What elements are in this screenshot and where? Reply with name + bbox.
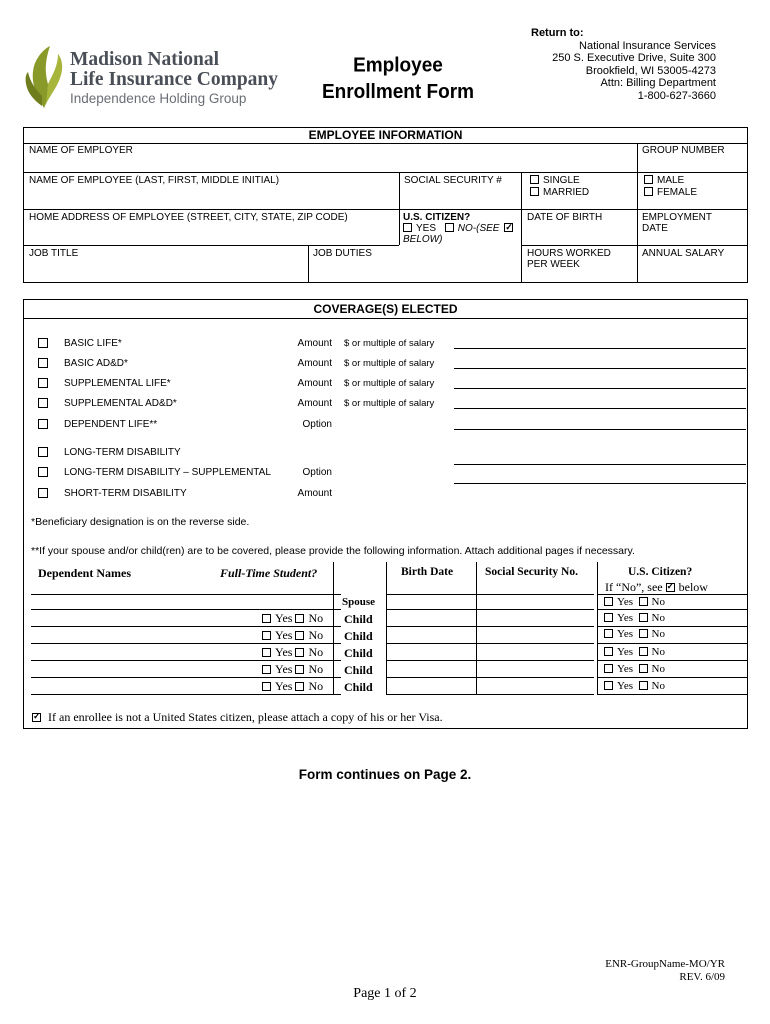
student-yes-no[interactable]: [262, 628, 323, 643]
coverage-row-ltd[interactable]: [24, 447, 749, 463]
divider: [521, 245, 747, 246]
coverage-name: BASIC AD&D*: [64, 358, 128, 369]
coverage-elected-section: [23, 299, 748, 729]
leaf-logo-icon: [24, 44, 66, 110]
checkbox-icon: [644, 175, 653, 184]
checkbox-icon[interactable]: [38, 447, 48, 457]
form-title-line-1: Employee: [353, 54, 443, 77]
male-checkbox[interactable]: [644, 175, 684, 187]
no-label: No: [308, 645, 324, 659]
checkbox-icon[interactable]: [38, 338, 48, 348]
divider: [31, 677, 341, 678]
ssn-field[interactable]: SOCIAL SECURITY #: [404, 175, 502, 186]
birth-date-header: Birth Date: [401, 566, 454, 578]
hours-worked-label-2: PER WEEK: [527, 259, 580, 270]
coverage-amount-label: Amount: [297, 378, 332, 389]
logo-line-3: Independence Holding Group: [70, 91, 247, 106]
no-label: No: [308, 679, 324, 693]
single-label: SINGLE: [543, 175, 580, 186]
student-yes-no[interactable]: [262, 679, 323, 694]
yes-label: Yes: [275, 628, 293, 642]
divider: [597, 609, 747, 610]
date-of-birth-field[interactable]: DATE OF BIRTH: [527, 212, 603, 223]
yes-label: Yes: [617, 596, 634, 608]
relation-label: Spouse: [342, 596, 376, 608]
dependent-names-header: Dependent Names: [38, 566, 131, 580]
coverage-name: SHORT-TERM DISABILITY: [64, 488, 187, 499]
divider: [399, 209, 400, 245]
divider: [24, 318, 747, 319]
form-code-line-2: REV. 6/09: [679, 971, 725, 983]
yes-label: Yes: [275, 679, 293, 693]
female-checkbox[interactable]: [644, 187, 697, 199]
form-code: [560, 958, 725, 984]
no-label: No: [308, 662, 324, 676]
annual-salary-field[interactable]: ANNUAL SALARY: [642, 248, 725, 259]
employment-date-label-2: DATE: [642, 223, 668, 234]
divider: [637, 143, 638, 172]
yes-label: Yes: [275, 662, 293, 676]
relation-label: Child: [344, 663, 373, 677]
coverage-row-basic-life[interactable]: [24, 338, 749, 354]
divider: [597, 694, 747, 695]
coverage-name: BASIC LIFE*: [64, 338, 122, 349]
divider: [24, 245, 399, 246]
coverage-name: LONG-TERM DISABILITY: [64, 447, 181, 458]
divider: [399, 172, 400, 209]
citizen-yes-label: YES: [416, 223, 437, 234]
no-label: No: [651, 680, 665, 692]
ssn-header: Social Security No.: [485, 566, 578, 578]
citizen-sub-a: If “No”, see: [605, 580, 663, 594]
checkbox-icon[interactable]: [38, 378, 48, 388]
divider: [24, 172, 747, 173]
coverage-fill-line[interactable]: [454, 429, 746, 430]
coverage-name: SUPPLEMENTAL AD&D*: [64, 398, 177, 409]
male-label: MALE: [657, 175, 685, 186]
divider: [386, 677, 594, 678]
checkbox-icon[interactable]: [639, 613, 648, 622]
hours-worked-field[interactable]: HOURS WORKED: [527, 248, 611, 259]
job-title-field[interactable]: JOB TITLE: [29, 248, 79, 259]
coverage-amount-label: Amount: [297, 358, 332, 369]
form-title-line-2: Enrollment Form: [321, 81, 474, 104]
no-label: No: [651, 628, 665, 640]
coverage-unit: $ or multiple of salary: [344, 358, 435, 369]
divider: [637, 172, 638, 283]
single-checkbox[interactable]: [530, 175, 580, 187]
checkbox-icon[interactable]: [262, 631, 271, 640]
coverage-row-supplemental-life[interactable]: [24, 378, 749, 394]
checkbox-icon[interactable]: [604, 647, 613, 656]
married-checkbox[interactable]: [530, 187, 589, 199]
group-number-field[interactable]: GROUP NUMBER: [642, 145, 725, 156]
yes-label: Yes: [617, 612, 634, 624]
coverage-amount-label: Amount: [297, 398, 332, 409]
yes-label: Yes: [275, 645, 293, 659]
coverage-fill-line[interactable]: [454, 483, 746, 484]
citizen-yes-no[interactable]: [604, 646, 665, 658]
section-title: EMPLOYEE INFORMATION: [308, 128, 463, 142]
return-line: 250 S. Executive Drive, Suite 300: [552, 52, 716, 64]
divider: [597, 562, 598, 694]
no-label: No: [651, 646, 665, 658]
checkbox-icon[interactable]: [604, 597, 613, 606]
us-citizen-label: U.S. CITIZEN?: [403, 212, 471, 223]
yes-checkbox-icon[interactable]: [403, 223, 412, 232]
coverage-unit: $ or multiple of salary: [344, 378, 435, 389]
checkbox-icon[interactable]: [38, 419, 48, 429]
coverage-fill-line[interactable]: [454, 348, 746, 349]
no-label: No: [651, 596, 665, 608]
divider: [31, 643, 341, 644]
return-line: Attn: Billing Department: [600, 77, 716, 89]
checked-box-icon: [666, 583, 675, 592]
checkbox-icon[interactable]: [639, 681, 648, 690]
coverage-row-std[interactable]: [24, 488, 749, 504]
logo-line-2: Life Insurance Company: [70, 69, 279, 90]
name-of-employer-field[interactable]: NAME OF EMPLOYER: [29, 145, 133, 156]
student-yes-no[interactable]: [262, 662, 323, 677]
checkbox-icon[interactable]: [262, 614, 271, 623]
return-address: [520, 27, 716, 102]
citizen-yes-no[interactable]: [604, 596, 665, 608]
student-yes-no[interactable]: [262, 645, 323, 660]
checkbox-icon[interactable]: [639, 647, 648, 656]
yes-label: Yes: [617, 680, 634, 692]
coverage-fill-line[interactable]: [454, 408, 746, 409]
visa-note: [32, 710, 443, 725]
return-to-label: Return to:: [531, 27, 584, 39]
divider: [597, 660, 747, 661]
coverage-amount-label: Amount: [297, 488, 332, 499]
checkbox-icon: [530, 175, 539, 184]
relation-label: Child: [344, 646, 373, 660]
coverage-name: LONG-TERM DISABILITY – SUPPLEMENTAL: [64, 467, 271, 478]
yes-label: Yes: [617, 628, 634, 640]
checkbox-icon[interactable]: [295, 631, 304, 640]
coverage-name: DEPENDENT LIFE**: [64, 419, 158, 430]
student-yes-no[interactable]: [262, 611, 323, 626]
no-label: No: [308, 611, 324, 625]
divider: [386, 626, 594, 627]
no-label: No: [651, 612, 665, 624]
logo-line-1: Madison National: [70, 49, 219, 70]
checkbox-icon[interactable]: [38, 467, 48, 477]
coverage-row-basic-add[interactable]: [24, 358, 749, 374]
checkbox-icon[interactable]: [604, 629, 613, 638]
relation-label: Child: [344, 680, 373, 694]
coverage-option-label: Option: [302, 467, 332, 478]
citizen-yes-no[interactable]: [604, 612, 665, 624]
us-citizen-header: U.S. Citizen?: [628, 566, 693, 578]
us-citizen-subheader: [605, 580, 708, 595]
citizen-yes-no[interactable]: [604, 680, 665, 692]
checked-box-icon: [504, 223, 513, 232]
yes-label: Yes: [617, 646, 634, 658]
checkbox-icon[interactable]: [38, 488, 48, 498]
coverage-unit: $ or multiple of salary: [344, 398, 435, 409]
coverage-amount-label: Amount: [297, 338, 332, 349]
divider: [333, 562, 334, 694]
job-duties-field[interactable]: JOB DUTIES: [313, 248, 372, 259]
divider: [31, 594, 341, 595]
company-logo: [24, 40, 309, 112]
checkbox-icon[interactable]: [604, 613, 613, 622]
no-checkbox-icon[interactable]: [445, 223, 454, 232]
coverage-fill-line[interactable]: [454, 388, 746, 389]
divider: [386, 594, 594, 595]
checkbox-icon[interactable]: [604, 681, 613, 690]
coverage-option-label: Option: [302, 419, 332, 430]
return-line: 1-800-627-3660: [637, 89, 716, 102]
return-line: National Insurance Services: [579, 39, 716, 52]
checkbox-icon[interactable]: [639, 664, 648, 673]
coverage-row-dependent-life[interactable]: [24, 419, 749, 435]
checkbox-icon[interactable]: [262, 665, 271, 674]
checkbox-icon[interactable]: [295, 648, 304, 657]
beneficiary-note: *Beneficiary designation is on the reverse side.: [31, 516, 250, 528]
citizen-yes-no[interactable]: [604, 628, 665, 640]
section-title: COVERAGE(S) ELECTED: [313, 302, 458, 316]
coverage-name: SUPPLEMENTAL LIFE*: [64, 378, 171, 389]
divider: [24, 143, 747, 144]
checkbox-icon[interactable]: [262, 682, 271, 691]
checkbox-icon[interactable]: [38, 358, 48, 368]
checkbox-icon[interactable]: [262, 648, 271, 657]
checkbox-icon[interactable]: [639, 629, 648, 638]
female-label: FEMALE: [657, 187, 698, 198]
checkbox-icon[interactable]: [604, 664, 613, 673]
divider: [24, 209, 747, 210]
divider: [386, 643, 594, 644]
citizen-below-label: BELOW): [403, 234, 443, 245]
divider: [476, 562, 477, 694]
citizen-sub-b: below: [678, 580, 708, 594]
relation-label: Child: [344, 612, 373, 626]
divider: [31, 694, 341, 695]
divider: [386, 609, 594, 610]
coverage-fill-line[interactable]: [454, 368, 746, 369]
yes-label: Yes: [617, 663, 634, 675]
checkbox-icon[interactable]: [295, 614, 304, 623]
home-address-field[interactable]: HOME ADDRESS OF EMPLOYEE (STREET, CITY, STATE, ZIP CODE): [29, 212, 348, 223]
checked-box-icon: [32, 713, 41, 722]
checkbox-icon[interactable]: [295, 682, 304, 691]
citizen-no-label: NO-(SEE: [457, 223, 500, 234]
checkbox-icon[interactable]: [38, 398, 48, 408]
no-label: No: [308, 628, 324, 642]
coverage-row-ltd-supplemental[interactable]: [24, 467, 749, 483]
divider: [31, 660, 341, 661]
divider: [597, 626, 747, 627]
divider: [31, 609, 341, 610]
checkbox-icon: [530, 187, 539, 196]
full-time-student-header: Full-Time Student?: [220, 566, 318, 580]
employee-information-section: [23, 127, 748, 283]
form-title: [318, 53, 478, 106]
divider: [521, 172, 522, 283]
relation-label: Child: [344, 629, 373, 643]
divider: [31, 626, 341, 627]
divider: [386, 694, 594, 695]
visa-note-text: If an enrollee is not a United States citizen, please attach a copy of his or her Visa.: [48, 710, 443, 724]
checkbox-icon: [644, 187, 653, 196]
form-continues-note: Form continues on Page 2.: [298, 767, 472, 782]
checkbox-icon[interactable]: [639, 597, 648, 606]
coverage-fill-line[interactable]: [454, 464, 746, 465]
citizen-yes-no[interactable]: [604, 663, 665, 675]
return-line: Brookfield, WI 53005-4273: [585, 64, 716, 77]
divider: [386, 562, 387, 694]
married-label: MARRIED: [543, 187, 590, 198]
divider: [386, 660, 594, 661]
form-code-line-1: ENR-GroupName-MO/YR: [605, 958, 725, 970]
employment-date-field[interactable]: EMPLOYMENT: [642, 212, 713, 223]
name-of-employee-field[interactable]: NAME OF EMPLOYEE (LAST, FIRST, MIDDLE INITIAL): [29, 175, 280, 186]
spouse-note: **If your spouse and/or child(ren) are to be covered, please provide the following information. Attach additional pages if necessary.: [31, 545, 635, 557]
divider: [308, 245, 309, 283]
no-label: No: [651, 663, 665, 675]
yes-label: Yes: [275, 611, 293, 625]
page-number: Page 1 of 2: [353, 986, 417, 1001]
divider: [597, 677, 747, 678]
coverage-row-supplemental-add[interactable]: [24, 398, 749, 414]
coverage-unit: $ or multiple of salary: [344, 338, 435, 349]
checkbox-icon[interactable]: [295, 665, 304, 674]
divider: [597, 643, 747, 644]
